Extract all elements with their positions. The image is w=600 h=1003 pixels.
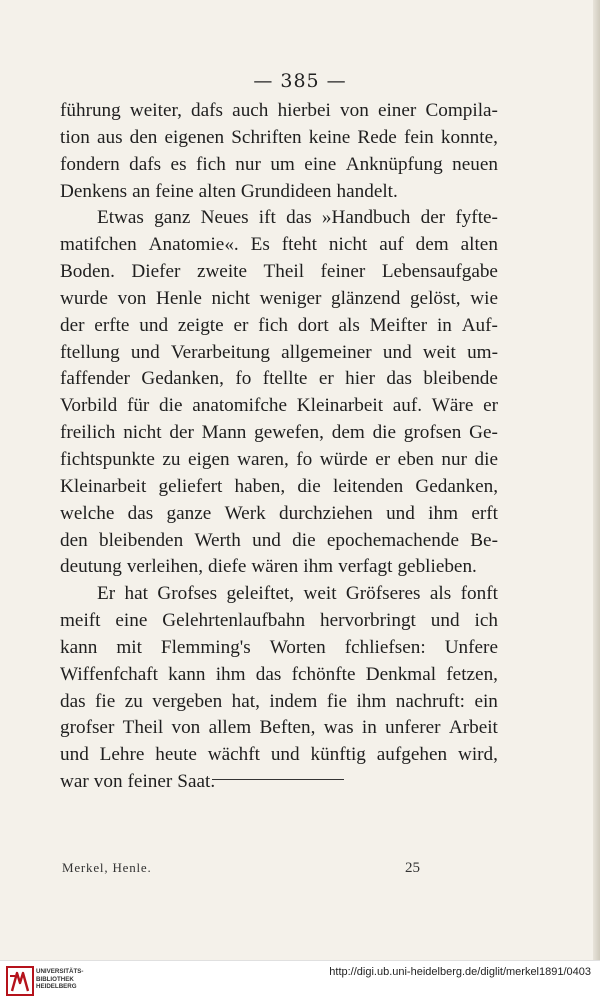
library-name-line: BIBLIOTHEK <box>36 975 74 983</box>
text-line: das fie zu vergeben hat, indem fie ihm nachruft: ein <box>60 690 498 712</box>
text-line: grofser Theil von allem Beften, was in unferer Arbeit <box>60 717 498 739</box>
permalink-url[interactable]: http://digi.ub.uni-heidelberg.de/diglit/merkel1891/0403 <box>329 966 591 978</box>
page-edge-shadow <box>593 0 600 960</box>
text-line: Er hat Grofses geleiftet, weit Gröfseres als fonft <box>97 583 498 605</box>
signature-mark: 25 <box>405 860 420 876</box>
text-line: tion aus den eigenen Schriften keine Rede fein konnte, <box>60 126 498 148</box>
section-end-rule <box>212 779 344 780</box>
text-line: Boden. Diefer zweite Theil feiner Lebensaufgabe <box>60 261 498 283</box>
text-line: meift eine Gelehrtenlaufbahn hervorbringt und ich <box>60 610 498 632</box>
text-line: fondern dafs es fich nur um eine Anknüpfung neuen <box>60 153 498 175</box>
footer-author-title: Merkel, Henle. <box>62 860 152 875</box>
page-number: — 385 — <box>253 70 347 92</box>
text-line: wurde von Henle nicht weniger glänzend gelöst, wie <box>60 287 498 309</box>
text-line: und Lehre heute wächft und künftig aufgehen wird, <box>60 744 498 766</box>
text-line: den bleibenden Werth und die epochemachende Be- <box>60 529 498 551</box>
text-line: ftellung und Verarbeitung allgemeiner und weit um- <box>60 341 498 363</box>
text-line: Kleinarbeit geliefert haben, die leitenden Gedanken, <box>60 475 498 497</box>
library-name <box>36 968 83 991</box>
text-line: welche das ganze Werk durchziehen und ihm erft <box>60 502 498 524</box>
body-text <box>60 98 498 796</box>
text-line: Vorbild für die anatomifche Kleinarbeit auf. Wäre er <box>60 395 498 417</box>
text-line: Etwas ganz Neues ift das »Handbuch der fyfte- <box>97 207 498 229</box>
text-line: matifchen Anatomie«. Es fteht nicht auf dem alten <box>60 234 498 256</box>
heidelberg-university-library-logo-icon[interactable] <box>6 966 34 996</box>
text-line: Denkens an feine alten Grundideen handelt. <box>60 180 398 202</box>
library-name-line: HEIDELBERG <box>36 983 77 991</box>
text-line: Wiffenfchaft kann ihm das fchönfte Denkmal fetzen, <box>60 663 498 685</box>
text-line: freilich nicht der Mann gewefen, dem die grofsen Ge- <box>60 422 498 444</box>
text-line: fichtspunkte zu eigen waren, fo würde er eben nur die <box>60 448 498 470</box>
text-line: war von feiner Saat. <box>60 771 216 793</box>
library-name-line: UNIVERSITÄTS- <box>36 968 84 975</box>
text-line: kann mit Flemming's Worten fchliefsen: Unfere <box>60 636 498 658</box>
text-line: faffender Gedanken, fo ftellte er hier das bleibende <box>60 368 498 390</box>
text-line: der erfte und zeigte er fich dort als Meifter in Auf- <box>60 314 498 336</box>
text-line: führung weiter, dafs auch hierbei von einer Compila- <box>60 100 498 121</box>
text-line: deutung verleihen, diefe wären ihm verfagt geblieben. <box>60 556 477 578</box>
